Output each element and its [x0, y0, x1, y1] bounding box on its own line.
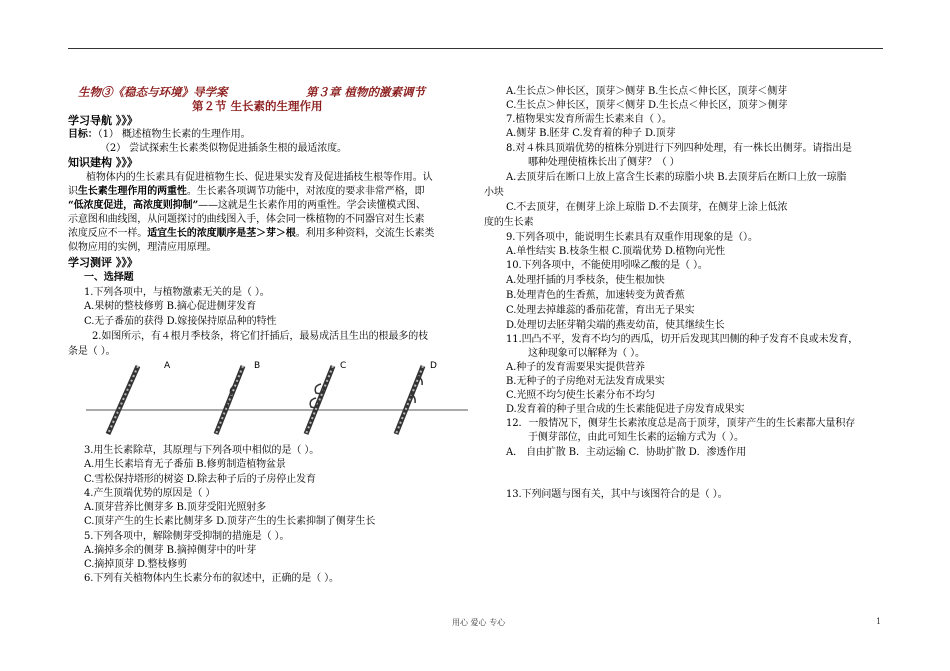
footer-motto: 用心 爱心 专心 [452, 618, 506, 627]
para-line-4: 示意图和曲线图，从问题探讨的曲线图入手，体会同一株植物的不同器官对生长素 [68, 214, 425, 225]
para-line-1: 植物体内的生长素具有促进植物生长、促进果实发育及促进插枝生根等作用。认 [86, 172, 433, 183]
q5-options-cd: C.摘掉顶芽 D.整枝修剪 [84, 559, 188, 570]
q13: 13.下列问题与图有关，其中与该图符合的是（ ）。 [506, 489, 728, 500]
q6-options-cd: C.生长点＞伸长区，顶芽＜侧芽 D.生长点＜伸长区，顶芽＞侧芽 [506, 100, 788, 111]
q11-option-b: B.无种子的子房绝对无法发育成果实 [506, 376, 665, 387]
build-heading: 知识建构 》》》 [68, 156, 138, 169]
q12-line-1: 12．一般情况下，侧芽生长素浓度总是高于顶芽，顶芽产生的生长素都大量积存 [506, 418, 856, 429]
section-title: 第２节 生长素的生理作用 [192, 99, 323, 113]
q6-options-ab: A.生长点＞伸长区，顶芽＞侧芽 B.生长点＜伸长区，顶芽＜侧芽 [506, 86, 788, 97]
fig-label-b: B [254, 361, 261, 371]
cutting-c [306, 366, 333, 434]
cutting-a [108, 366, 138, 434]
q9: 9.下列各项中，能说明生长素具有双重作用现象的是（）。 [506, 232, 758, 243]
q4-options-ab: A.顶芽营养比侧芽多 B.顶芽受阳光照射多 [84, 502, 267, 513]
q11-option-d: D.发育着的种子里合成的生长素能促进子房发育成果实 [506, 404, 745, 415]
q5-options-ab: A.摘掉多余的侧芽 B.摘掉侧芽中的叶芽 [84, 545, 257, 556]
para-2c: 。生长素各项调节功能中，对浓度的要求非常严格，即 [186, 186, 425, 197]
q1: 1.下列各项中，与植物激素无关的是（ ）。 [84, 287, 270, 298]
goal-label: 目标： [68, 129, 98, 140]
q5: 5.下列各项中，解除侧芽受抑制的措施是（ ）。 [84, 531, 290, 542]
q10-option-b: B.处理青色的生香蕉，加速转变为黄香蕉 [506, 290, 685, 301]
q8-option-c: C.不去顶芽，在侧芽上涂上琼脂 D.不去顶芽，在侧芽上涂上低浓 [506, 202, 788, 213]
q11-option-a: A.种子的发育需要果实提供营养 [506, 362, 645, 373]
q10-option-a: A.处理扦插的月季枝条，使生根加快 [506, 275, 665, 286]
q1-options-ab: A.果树的整枝修剪 B.摘心促进侧芽发育 [84, 301, 257, 312]
para-line-2 [68, 185, 424, 198]
goal-1: （1） 概述植物生长素的生理作用。 [97, 129, 251, 140]
top-rule [68, 48, 883, 49]
doc-title-left: 生物③《稳态与环境》导学案 [78, 85, 228, 99]
q3: 3.用生长素除草，其原理与下列各项中相似的是（ ）。 [84, 445, 320, 456]
q6: 6.下列有关植物体内生长素分布的叙述中，正确的是（ ）。 [84, 573, 339, 584]
para-line-6: 似物应用的实例，理清应用原理。 [68, 242, 217, 253]
choice-heading: 一、选择题 [84, 272, 134, 283]
para-5c: 。利用多种资料，交流生长素类 [295, 228, 435, 239]
q8-option-c-cont: 度的生长素 [484, 217, 534, 228]
q8-line-1: 8.对４株具顶端优势的植株分别进行下列四种处理，有一株长出侧芽。请指出是 [506, 143, 852, 154]
page-number: 1 [876, 617, 882, 626]
q1-options-cd: C.无子番茄的获得 D.嫁接保持原品种的特性 [84, 316, 277, 327]
para-5a: 浓度反应不一样。 [68, 228, 148, 239]
q8-option-a: A.去顶芽后在断口上放上富含生长素的琼脂小块 B.去顶芽后在断口上放一琼脂 [506, 172, 847, 183]
cutting-d [396, 366, 423, 434]
q4: 4.产生顶端优势的原因是（ ） [84, 488, 216, 499]
q12-options: A． 自由扩散 B．主动运输 C．协助扩散 D．渗透作用 [506, 447, 747, 458]
para-5-emphasis: 适宜生长的浓度顺序是茎＞芽＞根 [147, 228, 296, 239]
test-heading: 学习测评 》》》 [68, 256, 138, 269]
q10-option-d: D.处理切去胚芽鞘尖端的燕麦幼苗，使其继续生长 [506, 320, 725, 331]
q4-options-cd: C.顶芽产生的生长素比侧芽多 D.顶芽产生的生长素抑制了侧芽生长 [84, 516, 376, 527]
q12-line-2: 于侧芽部位，由此可知生长素的运输方式为（ ）。 [528, 432, 744, 443]
q2-line-2: 条是（ ）。 [68, 346, 116, 357]
guide-heading: 学习导航 》》》 [68, 114, 138, 127]
q10-option-c: C.处理去掉雄蕊的番茄花蕾，育出无子果实 [506, 305, 695, 316]
goal-line-1 [68, 128, 251, 141]
q2-line-1: 2.如图所示，有４根月季枝条，将它们扦插后，最易成活且生出的根最多的枝 [92, 331, 429, 342]
q10: 10.下列各项中，不能使用吲哚乙酸的是（ ）。 [506, 260, 708, 271]
q9-options: A.单性结实 B.枝条生根 C.顶端优势 D.植物向光性 [506, 246, 725, 257]
para-3-emphasis: “低浓度促进，高浓度则抑制” [68, 200, 199, 211]
fig-label-d: D [430, 361, 437, 371]
fig-label-c: C [340, 361, 347, 371]
q11-option-c: C.光照不均匀使生长素分布不均匀 [506, 390, 655, 401]
q11-line-1: 11.凹凸不平，发育不均匀的西瓜，切开后发现其凹侧的种子发育不良或未发育， [506, 334, 859, 345]
q3-options-cd: C.雪松保持塔形的树姿 D.除去种子后的子房停止发育 [84, 474, 316, 485]
para-2-emphasis: 生长素生理作用的两重性 [77, 186, 187, 197]
q8-option-a-cont: 小块 [484, 187, 504, 198]
cuttings-figure [68, 356, 488, 436]
q8-line-2: 哪种处理使植株长出了侧芽？（ ） [528, 157, 680, 168]
doc-title-right: 第３章 植物的激素调节 [306, 85, 426, 99]
fig-label-a: A [164, 361, 171, 371]
cutting-b [216, 366, 243, 434]
para-line-3 [68, 199, 426, 212]
q7-options: A.侧芽 B.胚芽 C.发育着的种子 D.顶芽 [506, 128, 676, 139]
goal-line-2: （2） 尝试探索生长素类似物促进插条生根的最适浓度。 [100, 143, 347, 154]
q3-options-ab: A.用生长素培育无子番茄 B.修剪制造植物盆景 [84, 459, 286, 470]
para-line-5 [68, 227, 434, 240]
para-3b: ——这就是生长素作用的两重性。学会读懂模式图、 [198, 200, 426, 211]
q11-line-2: 这种现象可以解释为（ ）。 [528, 348, 645, 359]
para-2a: 识 [68, 186, 78, 197]
q7: 7.植物果实发育所需生长素来自（ ）。 [506, 114, 672, 125]
